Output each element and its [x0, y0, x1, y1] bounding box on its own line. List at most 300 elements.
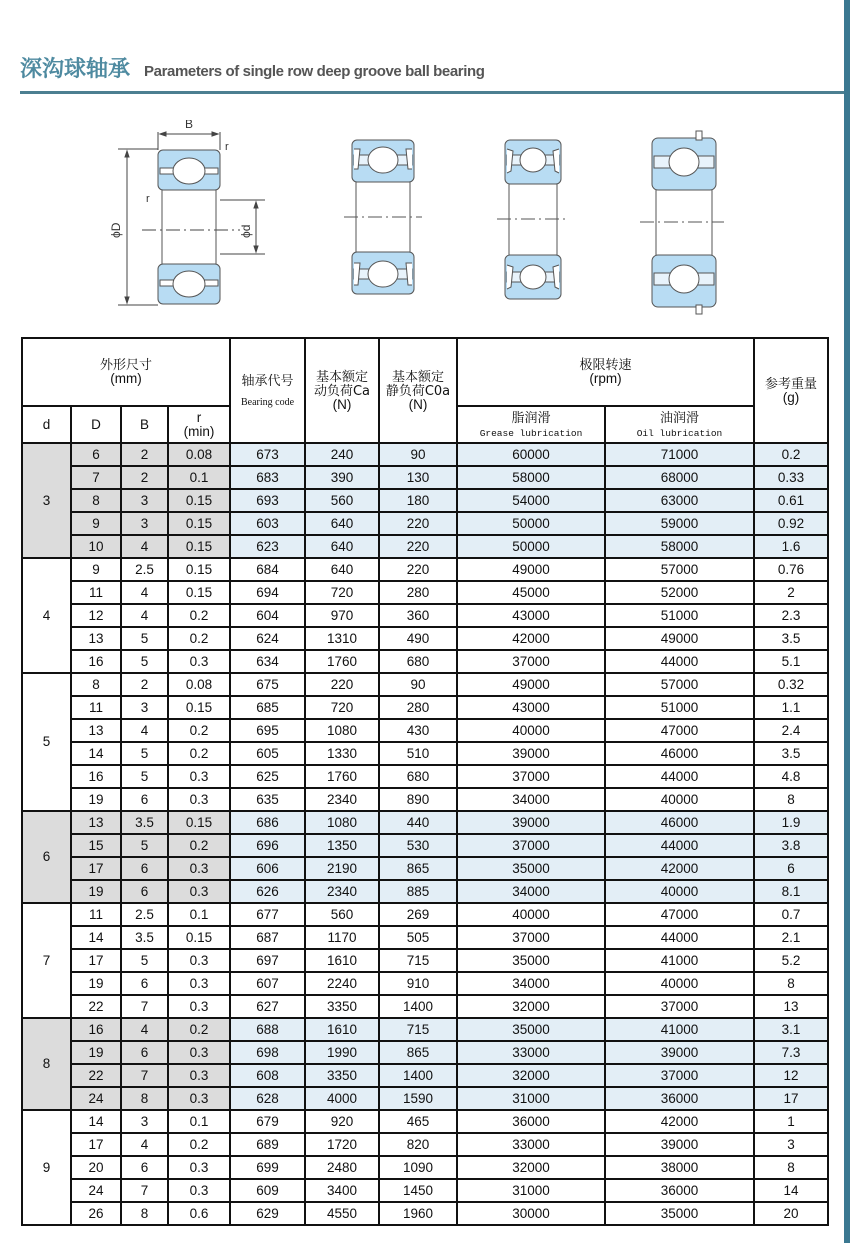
- cell-weight: 0.33: [754, 466, 828, 489]
- cell-D: 19: [71, 788, 121, 811]
- cell-D: 26: [71, 1202, 121, 1225]
- cell-oil: 47000: [605, 719, 754, 742]
- cell-B: 2.5: [121, 558, 168, 581]
- label-B: B: [185, 120, 194, 131]
- cell-d: 3: [22, 443, 71, 558]
- cell-code: 626: [230, 880, 305, 903]
- cell-ca: 3350: [305, 1064, 379, 1087]
- cell-code: 696: [230, 834, 305, 857]
- cell-code: 677: [230, 903, 305, 926]
- cell-weight: 5.2: [754, 949, 828, 972]
- cell-r: 0.15: [168, 811, 230, 834]
- cell-ca: 920: [305, 1110, 379, 1133]
- cell-weight: 7.3: [754, 1041, 828, 1064]
- cell-ca: 720: [305, 696, 379, 719]
- cell-c0a: 1450: [379, 1179, 457, 1202]
- cell-oil: 44000: [605, 926, 754, 949]
- cell-code: 683: [230, 466, 305, 489]
- cell-B: 4: [121, 719, 168, 742]
- cell-B: 6: [121, 788, 168, 811]
- cell-ca: 3400: [305, 1179, 379, 1202]
- cell-code: 604: [230, 604, 305, 627]
- cell-weight: 8: [754, 1156, 828, 1179]
- cell-grease: 33000: [457, 1133, 605, 1156]
- cell-c0a: 885: [379, 880, 457, 903]
- cell-r: 0.3: [168, 857, 230, 880]
- cell-ca: 2340: [305, 880, 379, 903]
- cell-oil: 37000: [605, 1064, 754, 1087]
- cell-weight: 2: [754, 581, 828, 604]
- cell-ca: 2240: [305, 972, 379, 995]
- cell-r: 0.3: [168, 1041, 230, 1064]
- cell-grease: 43000: [457, 604, 605, 627]
- cell-c0a: 1400: [379, 995, 457, 1018]
- cell-c0a: 530: [379, 834, 457, 857]
- table-row: [22, 857, 828, 880]
- cell-ca: 1610: [305, 949, 379, 972]
- cell-r: 0.2: [168, 1018, 230, 1041]
- cell-D: 9: [71, 512, 121, 535]
- cell-weight: 0.76: [754, 558, 828, 581]
- header-d: d: [22, 406, 71, 443]
- table-row: [22, 466, 828, 489]
- cell-D: 22: [71, 995, 121, 1018]
- table-row: [22, 1179, 828, 1202]
- cell-weight: 3.8: [754, 834, 828, 857]
- cell-grease: 34000: [457, 972, 605, 995]
- table-row: [22, 581, 828, 604]
- cell-c0a: 220: [379, 512, 457, 535]
- cell-code: 689: [230, 1133, 305, 1156]
- cell-code: 675: [230, 673, 305, 696]
- table-row: [22, 535, 828, 558]
- cell-oil: 51000: [605, 604, 754, 627]
- cell-D: 24: [71, 1179, 121, 1202]
- cell-ca: 560: [305, 903, 379, 926]
- cell-c0a: 820: [379, 1133, 457, 1156]
- cell-weight: 0.32: [754, 673, 828, 696]
- cell-oil: 37000: [605, 995, 754, 1018]
- cell-r: 0.2: [168, 604, 230, 627]
- cell-code: 624: [230, 627, 305, 650]
- cell-c0a: 1960: [379, 1202, 457, 1225]
- cell-r: 0.15: [168, 926, 230, 949]
- cell-D: 16: [71, 765, 121, 788]
- cell-code: 697: [230, 949, 305, 972]
- cell-grease: 37000: [457, 834, 605, 857]
- header-B: B: [121, 406, 168, 443]
- cell-c0a: 715: [379, 1018, 457, 1041]
- header-dynamic-load: 基本额定 动负荷Ca (N): [305, 338, 379, 443]
- cell-code: 628: [230, 1087, 305, 1110]
- table-row: [22, 1202, 828, 1225]
- label-D: ϕD: [109, 222, 123, 238]
- table-row: [22, 627, 828, 650]
- cell-grease: 32000: [457, 1156, 605, 1179]
- cell-c0a: 510: [379, 742, 457, 765]
- cell-D: 14: [71, 926, 121, 949]
- cell-ca: 2480: [305, 1156, 379, 1179]
- bearing-diagram-sealed-icon: [495, 135, 575, 310]
- cell-grease: 31000: [457, 1179, 605, 1202]
- cell-c0a: 1400: [379, 1064, 457, 1087]
- cell-ca: 240: [305, 443, 379, 466]
- cell-B: 6: [121, 972, 168, 995]
- cell-B: 7: [121, 1064, 168, 1087]
- cell-code: 686: [230, 811, 305, 834]
- cell-B: 5: [121, 834, 168, 857]
- bearing-diagram-open-icon: [100, 120, 280, 315]
- cell-grease: 37000: [457, 650, 605, 673]
- cell-D: 14: [71, 742, 121, 765]
- cell-oil: 52000: [605, 581, 754, 604]
- cell-oil: 46000: [605, 811, 754, 834]
- cell-B: 5: [121, 949, 168, 972]
- table-row: [22, 765, 828, 788]
- cell-D: 11: [71, 581, 121, 604]
- cell-d: 9: [22, 1110, 71, 1225]
- cell-c0a: 890: [379, 788, 457, 811]
- cell-B: 4: [121, 604, 168, 627]
- cell-B: 2: [121, 443, 168, 466]
- header-weight: 参考重量 (g): [754, 338, 828, 443]
- cell-weight: 0.7: [754, 903, 828, 926]
- bearing-diagram-snap-ring-icon: [640, 130, 730, 315]
- cell-B: 4: [121, 1133, 168, 1156]
- cell-D: 16: [71, 1018, 121, 1041]
- label-r-top: r: [225, 141, 229, 153]
- table-row: [22, 880, 828, 903]
- table-row: [22, 972, 828, 995]
- cell-oil: 57000: [605, 558, 754, 581]
- cell-r: 0.3: [168, 1087, 230, 1110]
- table-row: [22, 558, 828, 581]
- cell-oil: 42000: [605, 857, 754, 880]
- title-underline: [20, 91, 844, 94]
- cell-d: 4: [22, 558, 71, 673]
- table-row: [22, 443, 828, 466]
- cell-ca: 4000: [305, 1087, 379, 1110]
- bearing-diagrams: [0, 110, 850, 310]
- table-row: [22, 1064, 828, 1087]
- cell-D: 19: [71, 972, 121, 995]
- cell-ca: 720: [305, 581, 379, 604]
- cell-code: 608: [230, 1064, 305, 1087]
- cell-ca: 970: [305, 604, 379, 627]
- cell-oil: 40000: [605, 880, 754, 903]
- cell-D: 9: [71, 558, 121, 581]
- cell-code: 609: [230, 1179, 305, 1202]
- cell-B: 6: [121, 1041, 168, 1064]
- cell-grease: 35000: [457, 857, 605, 880]
- cell-code: 605: [230, 742, 305, 765]
- cell-grease: 39000: [457, 811, 605, 834]
- cell-grease: 36000: [457, 1110, 605, 1133]
- cell-c0a: 90: [379, 673, 457, 696]
- cell-grease: 34000: [457, 788, 605, 811]
- table-body: [22, 443, 828, 1225]
- cell-weight: 17: [754, 1087, 828, 1110]
- header-static-load: 基本额定 静负荷C0a (N): [379, 338, 457, 443]
- table-row: [22, 834, 828, 857]
- table-row: [22, 1018, 828, 1041]
- cell-c0a: 865: [379, 1041, 457, 1064]
- table-row: [22, 995, 828, 1018]
- bearing-parameters-table: [21, 337, 829, 1226]
- table-row: [22, 512, 828, 535]
- cell-c0a: 180: [379, 489, 457, 512]
- cell-c0a: 490: [379, 627, 457, 650]
- cell-c0a: 1090: [379, 1156, 457, 1179]
- table-row: [22, 489, 828, 512]
- cell-B: 3: [121, 696, 168, 719]
- label-r-left: r: [146, 193, 150, 205]
- label-d: ϕd: [239, 224, 253, 238]
- header-grease: 脂润滑 Grease lubrication: [457, 406, 605, 443]
- table-row: [22, 1110, 828, 1133]
- cell-ca: 1610: [305, 1018, 379, 1041]
- cell-grease: 50000: [457, 512, 605, 535]
- cell-r: 0.6: [168, 1202, 230, 1225]
- cell-weight: 0.61: [754, 489, 828, 512]
- cell-D: 24: [71, 1087, 121, 1110]
- cell-B: 5: [121, 627, 168, 650]
- cell-oil: 47000: [605, 903, 754, 926]
- cell-r: 0.1: [168, 903, 230, 926]
- cell-r: 0.2: [168, 1133, 230, 1156]
- cell-D: 16: [71, 650, 121, 673]
- cell-grease: 35000: [457, 1018, 605, 1041]
- cell-r: 0.3: [168, 1064, 230, 1087]
- cell-ca: 1330: [305, 742, 379, 765]
- cell-weight: 1.9: [754, 811, 828, 834]
- cell-c0a: 280: [379, 696, 457, 719]
- cell-weight: 0.92: [754, 512, 828, 535]
- cell-grease: 32000: [457, 1064, 605, 1087]
- cell-ca: 220: [305, 673, 379, 696]
- cell-weight: 3.5: [754, 627, 828, 650]
- cell-r: 0.3: [168, 788, 230, 811]
- cell-code: 699: [230, 1156, 305, 1179]
- cell-ca: 1760: [305, 650, 379, 673]
- cell-B: 5: [121, 742, 168, 765]
- cell-weight: 14: [754, 1179, 828, 1202]
- cell-B: 3: [121, 489, 168, 512]
- cell-ca: 3350: [305, 995, 379, 1018]
- cell-ca: 4550: [305, 1202, 379, 1225]
- cell-D: 20: [71, 1156, 121, 1179]
- header-limit-speed: 极限转速 (rpm): [457, 338, 754, 406]
- cell-ca: 560: [305, 489, 379, 512]
- cell-ca: 640: [305, 535, 379, 558]
- table-row: [22, 949, 828, 972]
- cell-oil: 40000: [605, 788, 754, 811]
- cell-ca: 390: [305, 466, 379, 489]
- cell-D: 7: [71, 466, 121, 489]
- cell-D: 22: [71, 1064, 121, 1087]
- cell-r: 0.1: [168, 466, 230, 489]
- cell-code: 693: [230, 489, 305, 512]
- cell-d: 7: [22, 903, 71, 1018]
- cell-B: 2: [121, 466, 168, 489]
- cell-code: 687: [230, 926, 305, 949]
- cell-r: 0.2: [168, 834, 230, 857]
- cell-r: 0.3: [168, 995, 230, 1018]
- cell-oil: 68000: [605, 466, 754, 489]
- cell-D: 11: [71, 696, 121, 719]
- cell-grease: 31000: [457, 1087, 605, 1110]
- cell-c0a: 680: [379, 765, 457, 788]
- cell-D: 19: [71, 880, 121, 903]
- cell-c0a: 90: [379, 443, 457, 466]
- cell-ca: 1720: [305, 1133, 379, 1156]
- cell-r: 0.3: [168, 650, 230, 673]
- cell-B: 8: [121, 1202, 168, 1225]
- table-row: [22, 673, 828, 696]
- table-row: [22, 811, 828, 834]
- cell-c0a: 360: [379, 604, 457, 627]
- cell-B: 3: [121, 1110, 168, 1133]
- table-row: [22, 650, 828, 673]
- cell-oil: 35000: [605, 1202, 754, 1225]
- cell-grease: 40000: [457, 903, 605, 926]
- cell-code: 694: [230, 581, 305, 604]
- header-bearing-code: 轴承代号 Bearing code: [230, 338, 305, 443]
- cell-oil: 46000: [605, 742, 754, 765]
- cell-B: 3.5: [121, 811, 168, 834]
- cell-oil: 42000: [605, 1110, 754, 1133]
- cell-D: 13: [71, 811, 121, 834]
- cell-B: 5: [121, 765, 168, 788]
- cell-r: 0.15: [168, 512, 230, 535]
- cell-B: 3: [121, 512, 168, 535]
- cell-code: 695: [230, 719, 305, 742]
- header-dimensions: 外形尺寸 (mm): [22, 338, 230, 406]
- cell-code: 685: [230, 696, 305, 719]
- cell-grease: 34000: [457, 880, 605, 903]
- cell-oil: 44000: [605, 650, 754, 673]
- cell-weight: 3.5: [754, 742, 828, 765]
- cell-B: 5: [121, 650, 168, 673]
- cell-grease: 33000: [457, 1041, 605, 1064]
- cell-ca: 2340: [305, 788, 379, 811]
- table-row: [22, 788, 828, 811]
- cell-oil: 57000: [605, 673, 754, 696]
- cell-grease: 60000: [457, 443, 605, 466]
- cell-weight: 2.1: [754, 926, 828, 949]
- cell-code: 627: [230, 995, 305, 1018]
- cell-B: 8: [121, 1087, 168, 1110]
- cell-c0a: 220: [379, 535, 457, 558]
- cell-code: 629: [230, 1202, 305, 1225]
- cell-weight: 12: [754, 1064, 828, 1087]
- cell-B: 4: [121, 535, 168, 558]
- table-row: [22, 1156, 828, 1179]
- cell-grease: 35000: [457, 949, 605, 972]
- cell-D: 6: [71, 443, 121, 466]
- cell-r: 0.3: [168, 949, 230, 972]
- cell-weight: 1.6: [754, 535, 828, 558]
- cell-code: 623: [230, 535, 305, 558]
- cell-oil: 39000: [605, 1041, 754, 1064]
- cell-ca: 2190: [305, 857, 379, 880]
- cell-oil: 40000: [605, 972, 754, 995]
- cell-oil: 38000: [605, 1156, 754, 1179]
- cell-r: 0.3: [168, 765, 230, 788]
- cell-grease: 39000: [457, 742, 605, 765]
- cell-d: 5: [22, 673, 71, 811]
- cell-weight: 1.1: [754, 696, 828, 719]
- cell-r: 0.2: [168, 742, 230, 765]
- cell-D: 10: [71, 535, 121, 558]
- cell-code: 684: [230, 558, 305, 581]
- cell-c0a: 910: [379, 972, 457, 995]
- table-row: [22, 742, 828, 765]
- cell-d: 8: [22, 1018, 71, 1110]
- cell-D: 19: [71, 1041, 121, 1064]
- cell-ca: 1080: [305, 811, 379, 834]
- table-row: [22, 1087, 828, 1110]
- cell-oil: 59000: [605, 512, 754, 535]
- cell-r: 0.15: [168, 696, 230, 719]
- cell-weight: 8: [754, 788, 828, 811]
- cell-r: 0.3: [168, 1179, 230, 1202]
- cell-c0a: 465: [379, 1110, 457, 1133]
- cell-c0a: 1590: [379, 1087, 457, 1110]
- cell-c0a: 220: [379, 558, 457, 581]
- cell-B: 6: [121, 1156, 168, 1179]
- cell-D: 17: [71, 1133, 121, 1156]
- cell-c0a: 715: [379, 949, 457, 972]
- cell-weight: 0.2: [754, 443, 828, 466]
- cell-code: 625: [230, 765, 305, 788]
- cell-grease: 43000: [457, 696, 605, 719]
- cell-ca: 1350: [305, 834, 379, 857]
- cell-code: 634: [230, 650, 305, 673]
- cell-grease: 37000: [457, 926, 605, 949]
- cell-ca: 640: [305, 512, 379, 535]
- cell-B: 2.5: [121, 903, 168, 926]
- cell-c0a: 269: [379, 903, 457, 926]
- cell-r: 0.15: [168, 581, 230, 604]
- cell-B: 7: [121, 1179, 168, 1202]
- cell-c0a: 680: [379, 650, 457, 673]
- cell-B: 3.5: [121, 926, 168, 949]
- cell-code: 635: [230, 788, 305, 811]
- cell-oil: 41000: [605, 1018, 754, 1041]
- cell-ca: 640: [305, 558, 379, 581]
- cell-weight: 13: [754, 995, 828, 1018]
- cell-r: 0.15: [168, 535, 230, 558]
- cell-oil: 71000: [605, 443, 754, 466]
- cell-code: 603: [230, 512, 305, 535]
- cell-r: 0.3: [168, 972, 230, 995]
- cell-B: 2: [121, 673, 168, 696]
- cell-r: 0.08: [168, 443, 230, 466]
- cell-B: 4: [121, 581, 168, 604]
- cell-oil: 36000: [605, 1179, 754, 1202]
- table-row: [22, 1041, 828, 1064]
- header-r: r (min): [168, 406, 230, 443]
- cell-oil: 63000: [605, 489, 754, 512]
- cell-grease: 37000: [457, 765, 605, 788]
- cell-r: 0.3: [168, 1156, 230, 1179]
- cell-weight: 20: [754, 1202, 828, 1225]
- cell-ca: 1760: [305, 765, 379, 788]
- cell-D: 12: [71, 604, 121, 627]
- cell-ca: 1080: [305, 719, 379, 742]
- cell-grease: 49000: [457, 673, 605, 696]
